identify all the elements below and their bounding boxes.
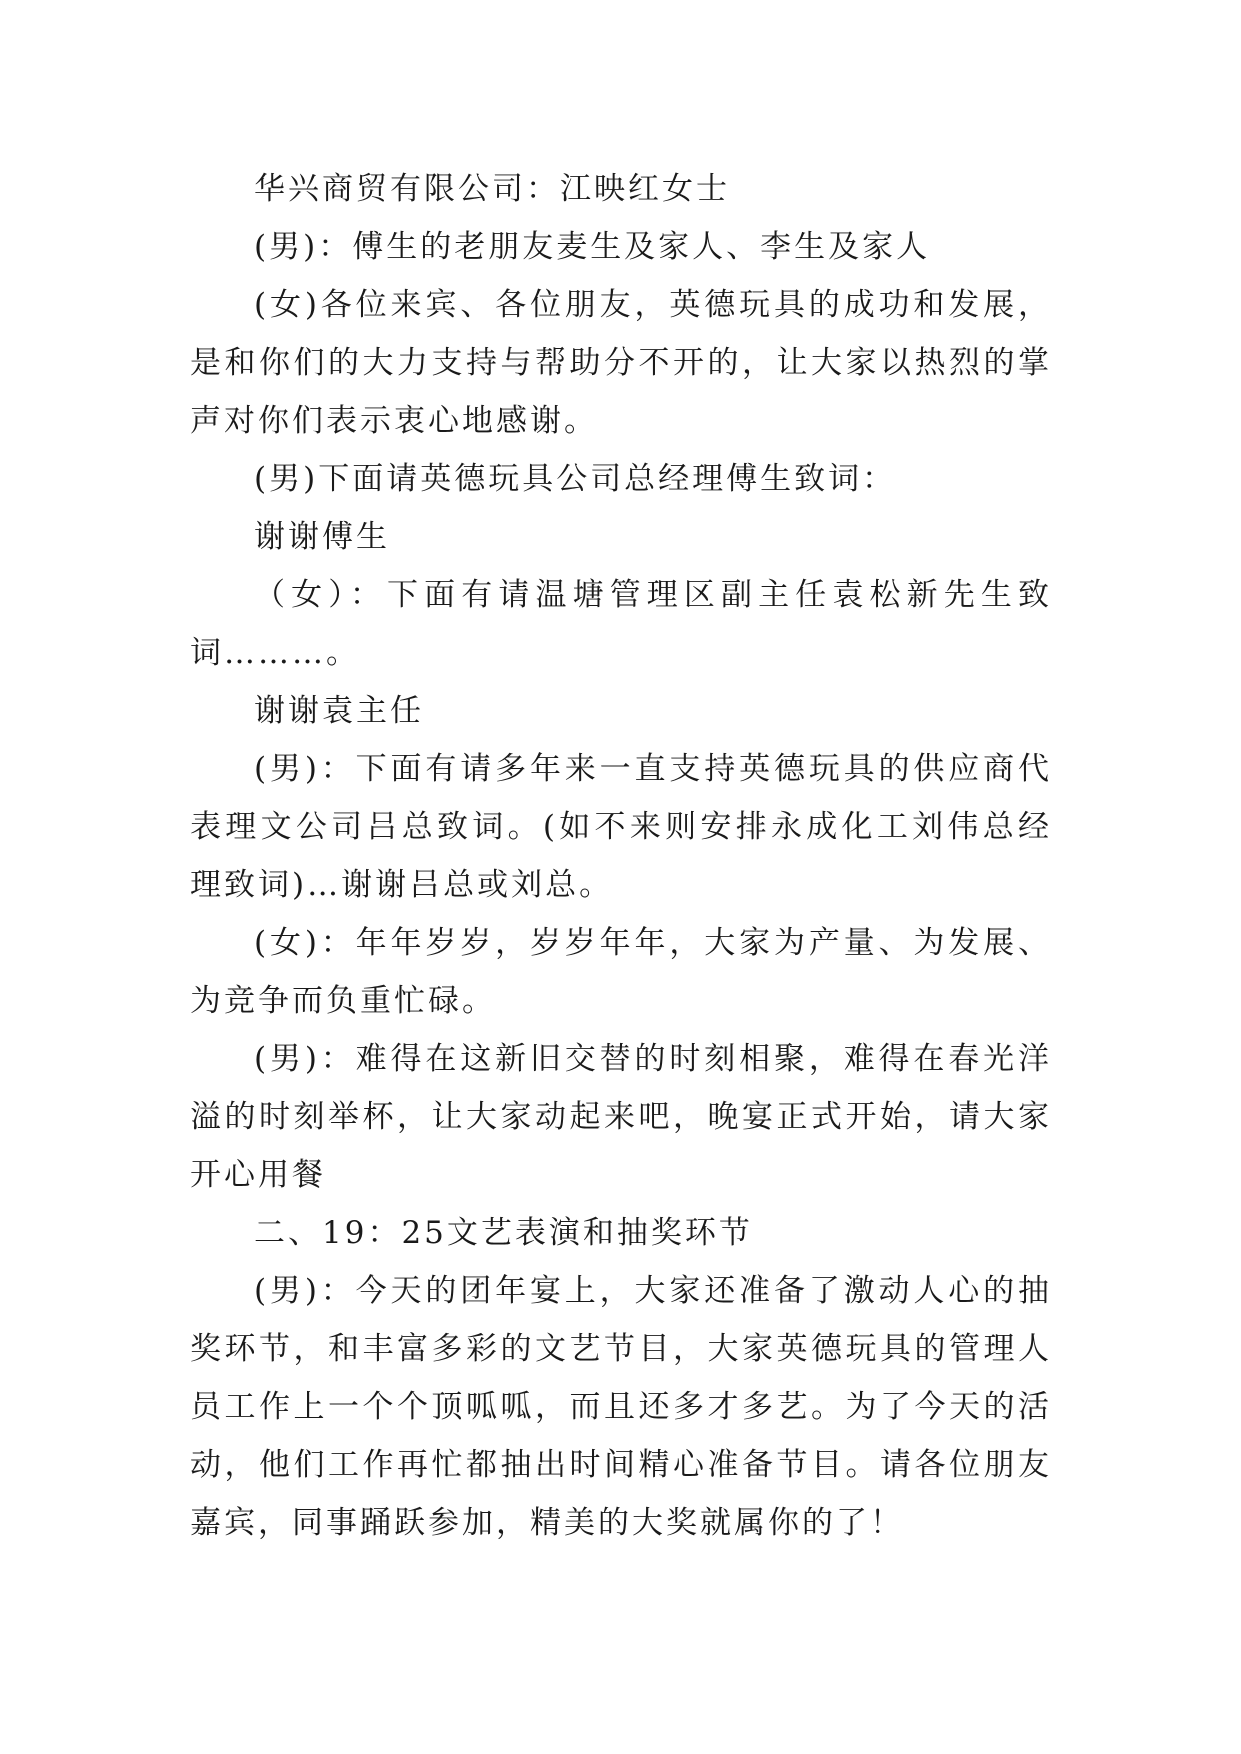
paragraph: (男)：傅生的老朋友麦生及家人、李生及家人	[254, 229, 931, 265]
paragraph: (男)：今天的团年宴上，大家还准备了激动人心的抽奖环节，和丰富多彩的文艺节目，大家英德玩具的管理人员工作上一个个顶呱呱，而且还多才多艺。为了今天的活动，他们工作再忙都抽出时间精心准备节目。请各位朋友嘉宾，同事踊跃参加，精美的大奖就属你的了！	[190, 1273, 1052, 1541]
document-body	[190, 160, 1052, 1552]
paragraph: 谢谢傅生	[254, 519, 390, 555]
paragraph: (男)下面请英德玩具公司总经理傅生致词：	[254, 461, 897, 497]
paragraph: (女)：年年岁岁，岁岁年年，大家为产量、为发展、为竞争而负重忙碌。	[190, 925, 1052, 1019]
paragraph: 谢谢袁主任	[254, 693, 424, 729]
paragraph: (男)：难得在这新旧交替的时刻相聚，难得在春光洋溢的时刻举杯，让大家动起来吧，晚宴正式开始，请大家开心用餐	[190, 1041, 1052, 1193]
paragraph: (女)各位来宾、各位朋友，英德玩具的成功和发展，是和你们的大力支持与帮助分不开的，让大家以热烈的掌声对你们表示衷心地感谢。	[190, 287, 1052, 439]
paragraph: （女）：下面有请温塘管理区副主任袁松新先生致词………。	[190, 577, 1052, 671]
paragraph: (男)：下面有请多年来一直支持英德玩具的供应商代表理文公司吕总致词。(如不来则安排永成化工刘伟总经理致词)…谢谢吕总或刘总。	[190, 751, 1052, 903]
section-heading: 二、19：25文艺表演和抽奖环节	[254, 1215, 753, 1251]
paragraph: 华兴商贸有限公司：江映红女士	[254, 171, 730, 207]
